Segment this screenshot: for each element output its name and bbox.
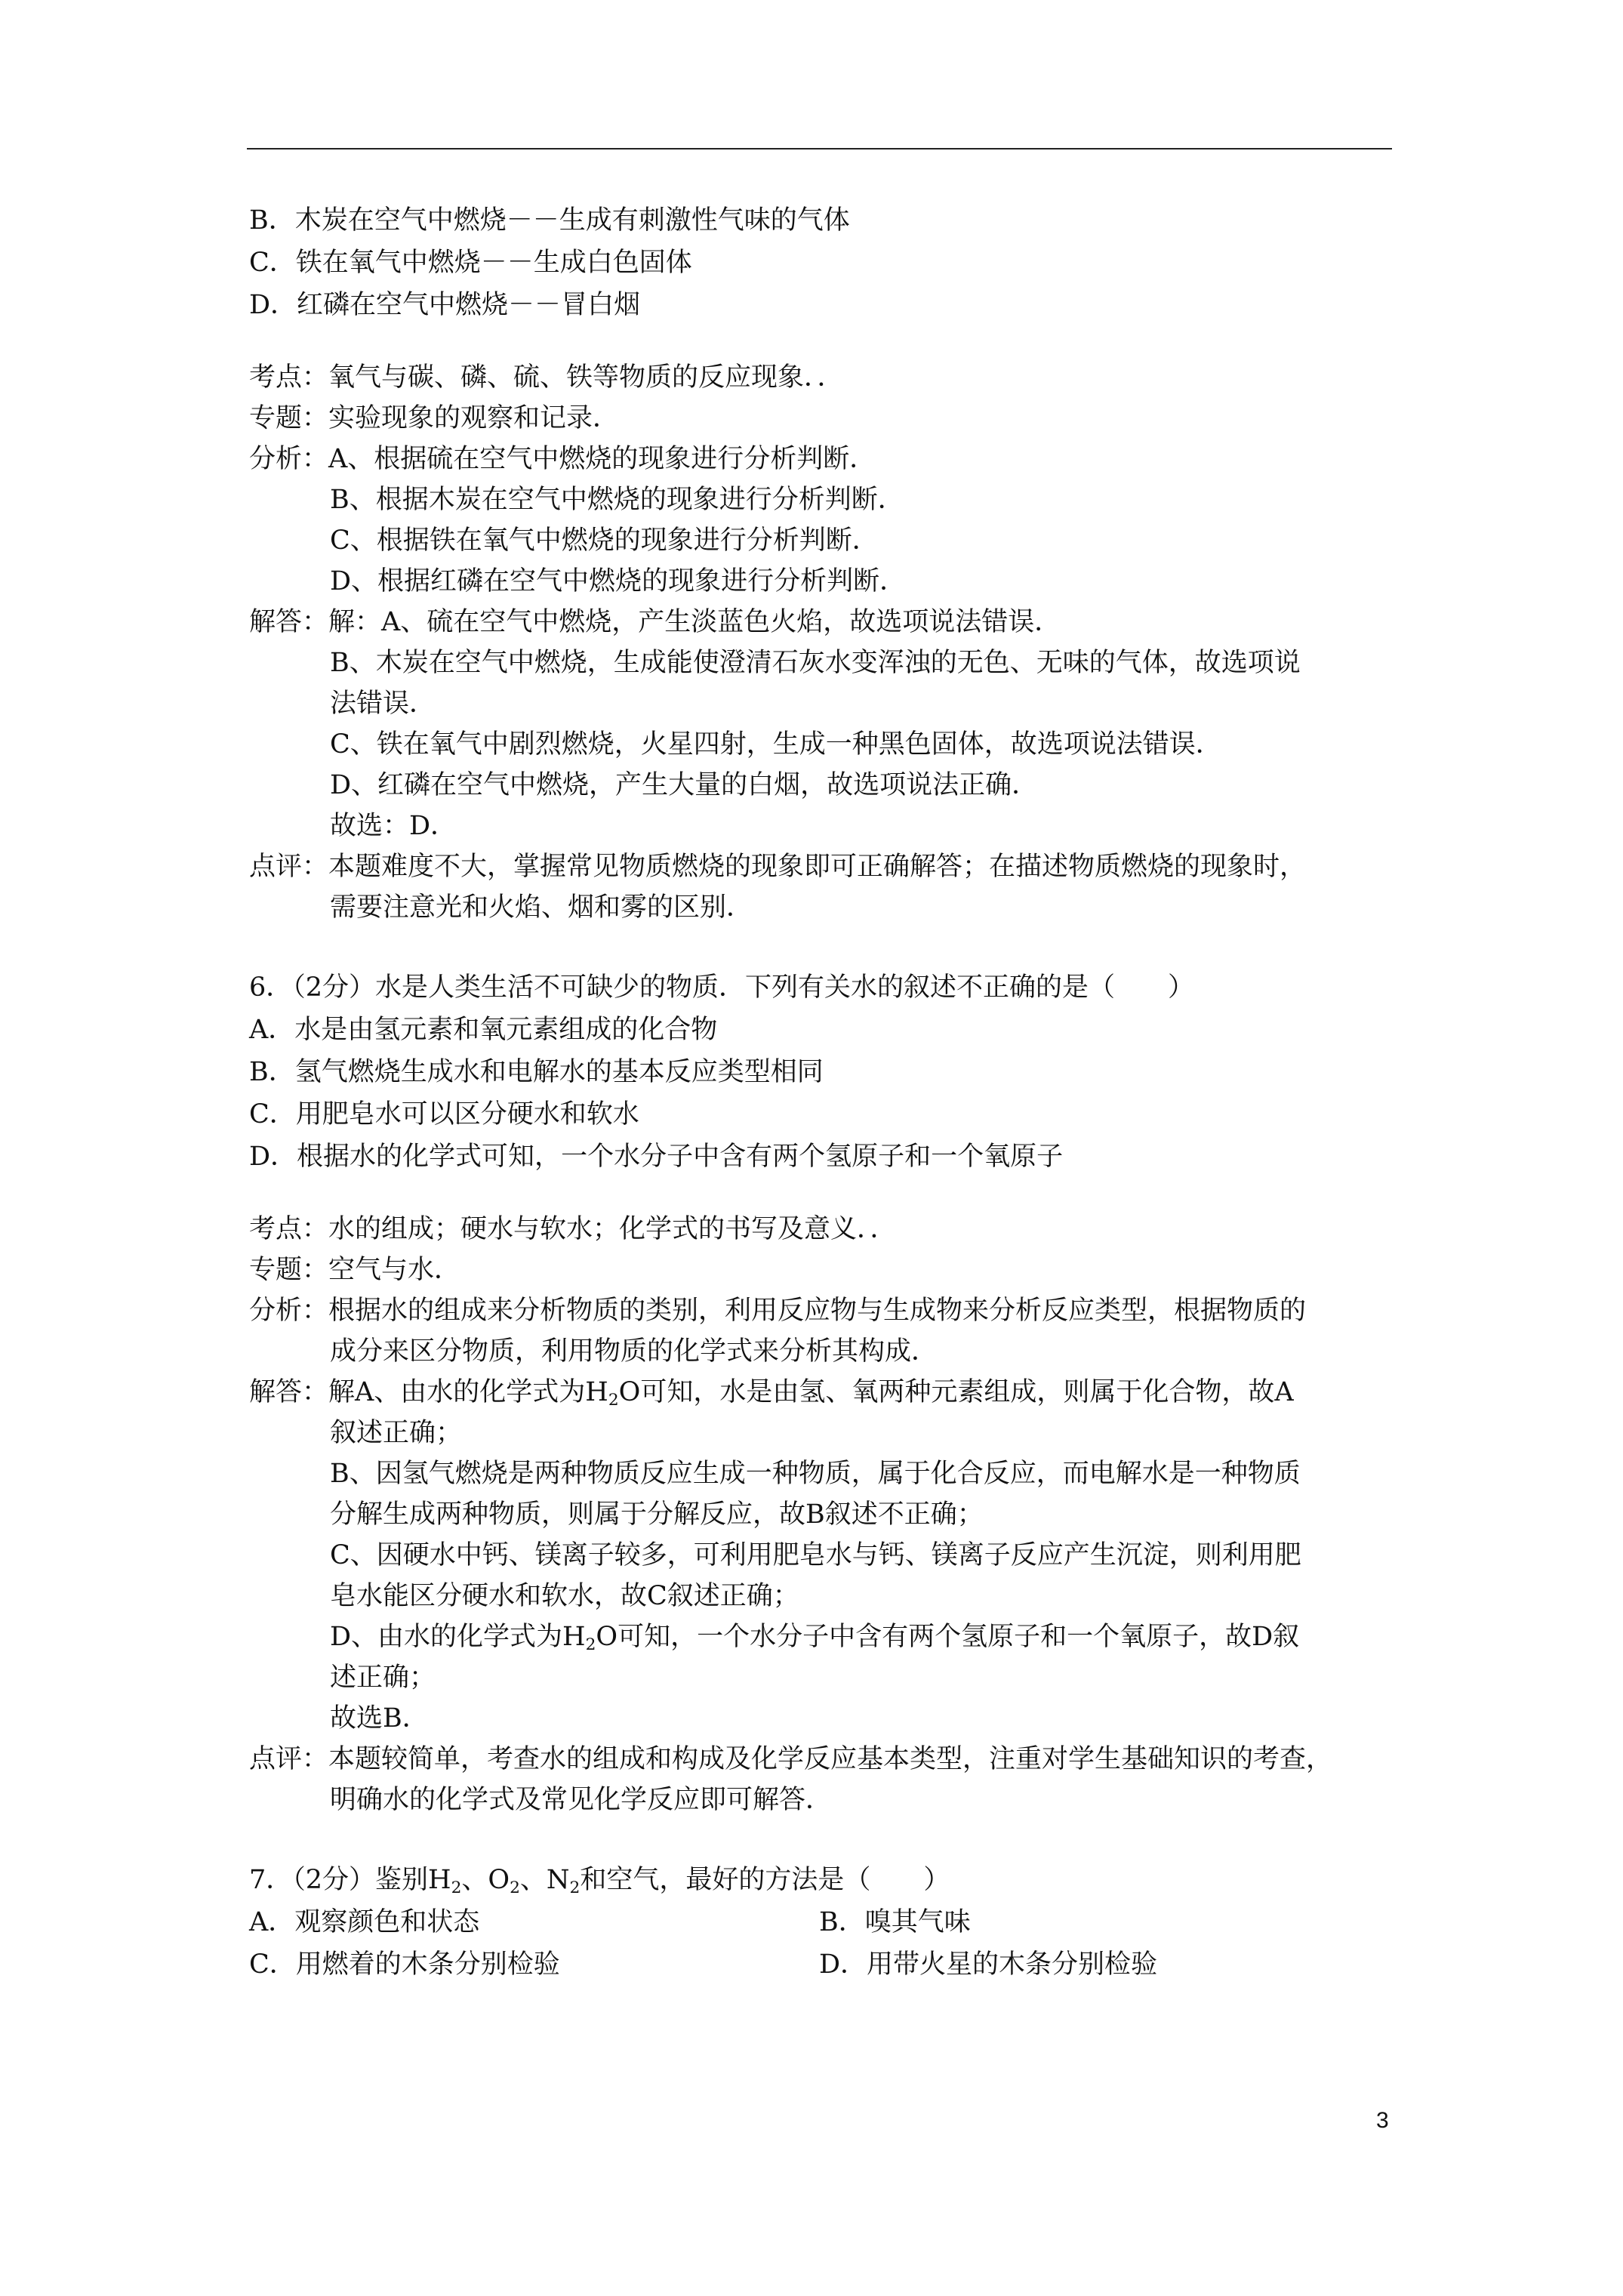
page-number: 3 (1376, 2108, 1389, 2133)
q5-dianping-line: 需要注意光和火焰、烟和雾的区别． (330, 892, 753, 923)
q6-stem: 6．（2分）水是人类生活不可缺少的物质．下列有关水的叙述不正确的是（ ） (249, 972, 1195, 1003)
q5-jieda-line: 解答：解：A、硫在空气中燃烧，产生淡蓝色火焰，故选项说法错误． (249, 607, 1061, 637)
q6-jieda-line: 故选B． (330, 1703, 429, 1734)
q7-stem-text: 和空气，最好的方法是（ ） (580, 1865, 950, 1895)
q6-dianping-line: 明确水的化学式及常见化学反应即可解答． (330, 1785, 833, 1815)
subscript: 2 (451, 1878, 462, 1898)
q5-kaodian: 考点：氧气与碳、磷、硫、铁等物质的反应现象．． (249, 362, 844, 393)
q6-option-c: C．用肥皂水可以区分硬水和软水 (249, 1099, 639, 1130)
q6-jieda-line: C、因硬水中钙、镁离子较多，可利用肥皂水与钙、镁离子反应产生沉淀，则利用肥 (330, 1540, 1301, 1570)
subscript: 2 (608, 1391, 619, 1410)
q6-kaodian: 考点：水的组成；硬水与软水；化学式的书写及意义．． (249, 1214, 897, 1244)
q6-option-b: B．氢气燃烧生成水和电解水的基本反应类型相同 (249, 1057, 824, 1087)
q7-option-d: D．用带火星的木条分别检验 (819, 1949, 1158, 1980)
q6-jieda-line: 述正确； (330, 1663, 436, 1693)
q6-fenxi-line: 分析：根据水的组成来分析物质的类别，利用反应物与生成物来分析反应类型，根据物质的 (249, 1296, 1307, 1326)
q7-stem (249, 1863, 950, 1897)
subscript: 2 (510, 1878, 520, 1898)
q5-jieda-line: C、铁在氧气中剧烈燃烧，火星四射，生成一种黑色固体，故选项说法错误． (330, 729, 1222, 760)
q5-zhuanti: 专题：实验现象的观察和记录． (249, 403, 620, 433)
q7-stem-text: 7．（2分）鉴别H (249, 1865, 451, 1895)
q5-option-b: B．木炭在空气中燃烧－－生成有刺激性气味的气体 (249, 205, 850, 236)
q6-jieda-d-text: O可知，一个水分子中含有两个氢原子和一个氧原子，故D叙 (596, 1622, 1300, 1652)
q5-jieda-line: 法错误． (330, 689, 436, 719)
q6-jieda-a-text: O可知，水是由氢、氧两种元素组成，则属于化合物，故A (618, 1377, 1294, 1407)
q5-jieda-line: B、木炭在空气中燃烧，生成能使澄清石灰水变浑浊的无色、无味的气体，故选项说 (330, 648, 1301, 678)
q7-option-a: A．观察颜色和状态 (249, 1907, 480, 1937)
q5-option-d: D．红磷在空气中燃烧－－冒白烟 (249, 290, 641, 320)
q5-fenxi-line: 分析：A、根据硫在空气中燃烧的现象进行分析判断． (249, 444, 876, 474)
q5-fenxi-line: B、根据木炭在空气中燃烧的现象进行分析判断． (330, 485, 904, 515)
q6-jieda-line: 叙述正确； (330, 1418, 463, 1448)
q5-jieda-line: D、红磷在空气中燃烧，产生大量的白烟，故选项说法正确． (330, 770, 1039, 800)
q6-option-d: D．根据水的化学式可知，一个水分子中含有两个氢原子和一个氧原子 (249, 1142, 1064, 1172)
q6-jieda-a-text: 解答：解A、由水的化学式为H (249, 1377, 608, 1407)
q6-jieda-d-text: D、由水的化学式为H (330, 1622, 586, 1652)
subscript: 2 (585, 1635, 596, 1655)
q6-fenxi-line: 成分来区分物质，利用物质的化学式来分析其构成． (330, 1336, 938, 1367)
q6-option-a: A．水是由氢元素和氧元素组成的化合物 (249, 1015, 718, 1045)
q6-jieda-a (249, 1376, 1294, 1409)
q7-stem-text: 、N (519, 1865, 570, 1895)
header-rule (247, 148, 1392, 149)
subscript: 2 (569, 1878, 581, 1898)
q6-jieda-d (330, 1620, 1299, 1653)
q6-jieda-line: 分解生成两种物质，则属于分解反应，故B叙述不正确； (330, 1499, 984, 1530)
q5-fenxi-line: C、根据铁在氧气中燃烧的现象进行分析判断． (330, 525, 879, 556)
q7-stem-text: 、O (461, 1865, 510, 1895)
q7-option-c: C．用燃着的木条分别检验 (249, 1949, 560, 1980)
q6-jieda-line: 皂水能区分硬水和软水，故C叙述正确； (330, 1581, 799, 1611)
q7-option-b: B．嗅其气味 (819, 1907, 971, 1937)
q6-zhuanti: 专题：空气与水． (249, 1255, 461, 1285)
q6-jieda-line: B、因氢气燃烧是两种物质反应生成一种物质，属于化合反应，而电解水是一种物质 (330, 1459, 1301, 1489)
q5-fenxi-line: D、根据红磷在空气中燃烧的现象进行分析判断． (330, 566, 907, 596)
q6-dianping-line: 点评：本题较简单，考查水的组成和构成及化学反应基本类型，注重对学生基础知识的考查， (249, 1744, 1333, 1774)
q5-jieda-line: 故选：D． (330, 811, 457, 841)
q5-option-c: C．铁在氧气中燃烧－－生成白色固体 (249, 248, 692, 278)
q5-dianping-line: 点评：本题难度不大，掌握常见物质燃烧的现象即可正确解答；在描述物质燃烧的现象时， (249, 852, 1307, 882)
